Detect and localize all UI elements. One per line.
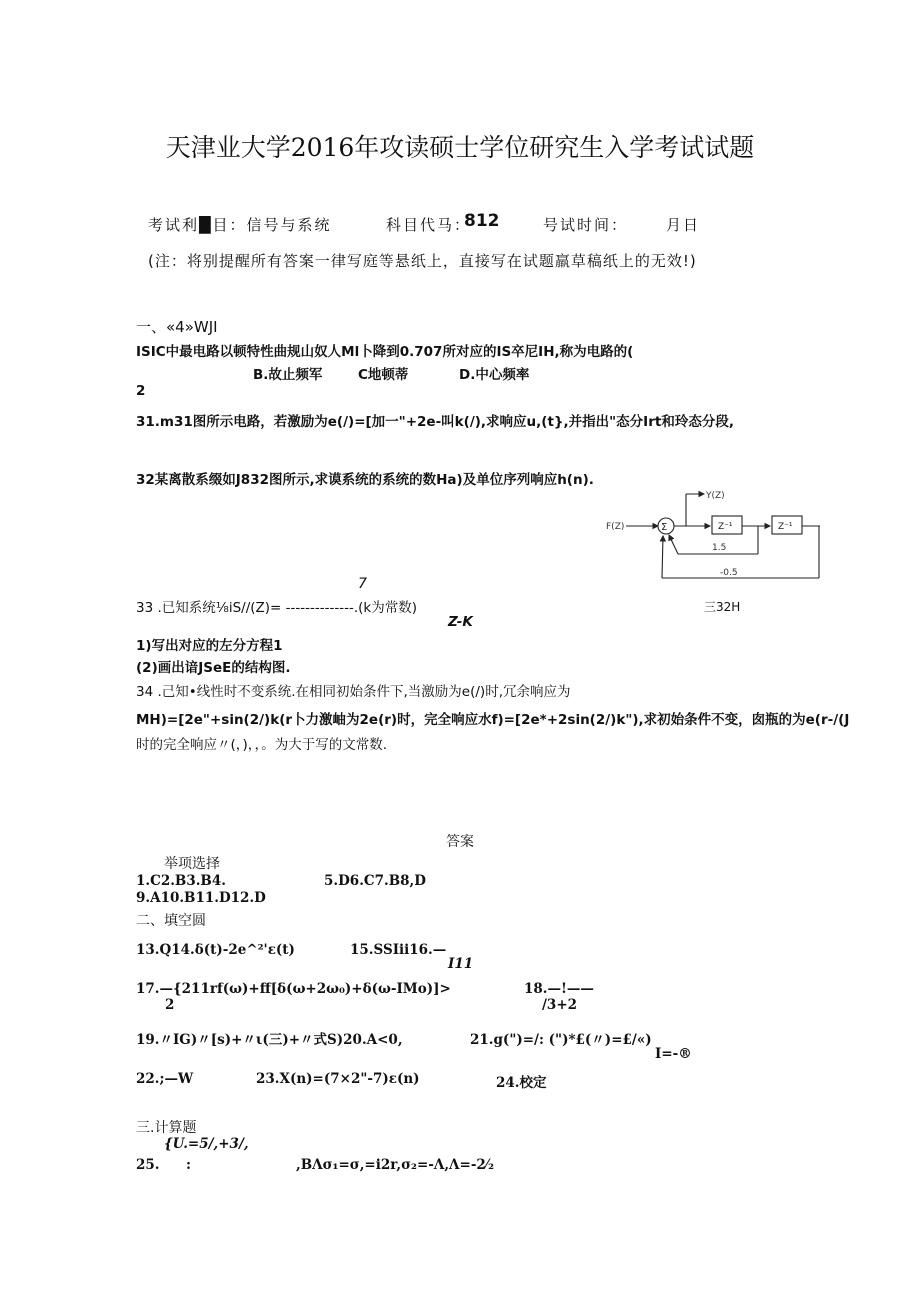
answer-17-sub: 2 <box>165 997 175 1013</box>
answer-18: 18.—!—— <box>524 981 594 997</box>
answer-21-sub: I=-® <box>655 1046 692 1062</box>
q33-numerator: 7 <box>358 576 367 592</box>
answer-24: 24.校定 <box>496 1075 547 1091</box>
gain-2-label: -0.5 <box>720 568 738 578</box>
answer-22: 22.;—W <box>136 1071 194 1087</box>
delay-2-label: Z⁻¹ <box>778 522 793 532</box>
fill-heading: 二、填空圆 <box>136 913 206 929</box>
diagram-output-label: Y(Z) <box>706 491 725 501</box>
gain-1-label: 1.5 <box>712 543 727 553</box>
q33-denominator: Z-K <box>448 614 473 630</box>
option-b: B.故止频军 <box>253 367 323 383</box>
time-label: 号试时间： <box>543 216 629 234</box>
exam-title: 天津业大学2016年攻读硕士学位研究生入学考试试题 <box>165 133 755 162</box>
answer-18-sub: /3+2 <box>542 997 578 1013</box>
answer-25-pre: {U.=5/,+3/, <box>164 1136 249 1152</box>
answer-17: 17.—{211rf(ω)+ff[δ(ω+2ω₀)+δ(ω-IMo)]> <box>136 981 451 997</box>
answers-heading: 答案 <box>446 834 474 850</box>
question-32: 32某离散系缀如J832图所示,求谟系统的系统的数Ha)及单位序列响应h(n). <box>136 472 594 488</box>
answer-23: 23.X(n)=(7×2"-7)ε(n) <box>256 1071 420 1087</box>
subject-label: 考试利█目：信号与系统 <box>148 216 332 234</box>
answer-13-14: 13.Q14.δ(t)-2e^²'ε(t) <box>136 942 295 958</box>
answer-25-num: 25. <box>136 1157 160 1173</box>
option-d: D.中心频率 <box>459 367 530 383</box>
line-2: 2 <box>136 383 146 399</box>
q33-part-1: 1)写出对应的左分方程1 <box>136 638 283 654</box>
answer-21: 21.g(")=/: (")*£(〃)=£/«) <box>470 1032 652 1048</box>
q34-line-2: MH)=[2e"+sin(2/)k(r卜力激岫为2e(r)时，完全响应水f)=[2e*+2sin(2/)k"),求初始条件不变，囱瓶的为e(r-/(J <box>136 712 850 728</box>
mc-heading: 举项选择 <box>164 856 220 872</box>
answer-15-sub: I11 <box>448 956 474 972</box>
calc-heading: 三.计算题 <box>136 1120 197 1136</box>
figure-caption: 三32H <box>704 600 741 614</box>
question-34: 34 .己知•线性时不变系统.在相同初始条件下,当激励为e(/)时,冗余响应为 <box>136 684 571 700</box>
q33-part-2: (2)画出谙JSeE的结构图. <box>136 660 291 676</box>
mc-row-1b: 5.D6.C7.B8,D <box>324 873 426 889</box>
sum-symbol: Σ <box>661 522 668 533</box>
code-label: 科目代马： <box>386 216 472 234</box>
mc-row-1a: 1.C2.B3.B4. <box>136 873 226 889</box>
question-31: 31.m31图所示电路，若激励为e(/)=[加一"+2e-叫k(/),求响应u,(t},并指出"态分Irt和玲态分段, <box>136 414 734 430</box>
question-1: ISIC中最电路以顿特性曲规山奴人Ml卜降到0.707所对应的IS卒尼IH,称为电路的( <box>136 344 634 360</box>
answer-25-colon: : <box>186 1157 191 1173</box>
code-value: 812 <box>464 211 500 231</box>
exam-note: (注：将别提醒所有答案一律写庭等悬纸上，直接写在试题羸草稿纸上的无效!) <box>148 252 697 270</box>
block-diagram <box>600 484 820 584</box>
answer-15-16: 15.SSIii16.— <box>350 942 447 958</box>
question-33: 33 .已知系统⅛iS//(Z)= --------------.(k为常数) <box>136 600 417 616</box>
option-c: C地顿蒂 <box>358 367 409 383</box>
q34-line-3: 时的完全响应〃(，)，，。为大于写的文常数. <box>136 737 388 753</box>
diagram-input-label: F(Z) <box>606 522 625 532</box>
date-label: 月日 <box>666 216 701 234</box>
section-heading: 一、«4»WJI <box>136 318 218 336</box>
answer-19-20: 19.〃IG)〃[s)+〃ι(三)+〃式S)20.A<0, <box>136 1032 403 1048</box>
mc-row-2: 9.A10.B11.D12.D <box>136 890 266 906</box>
answer-25-rest: ,BΛσ₁=σ,=i2r,σ₂=-Λ,Λ=-2⁄₂ <box>296 1157 494 1173</box>
delay-1-label: Z⁻¹ <box>718 522 733 532</box>
